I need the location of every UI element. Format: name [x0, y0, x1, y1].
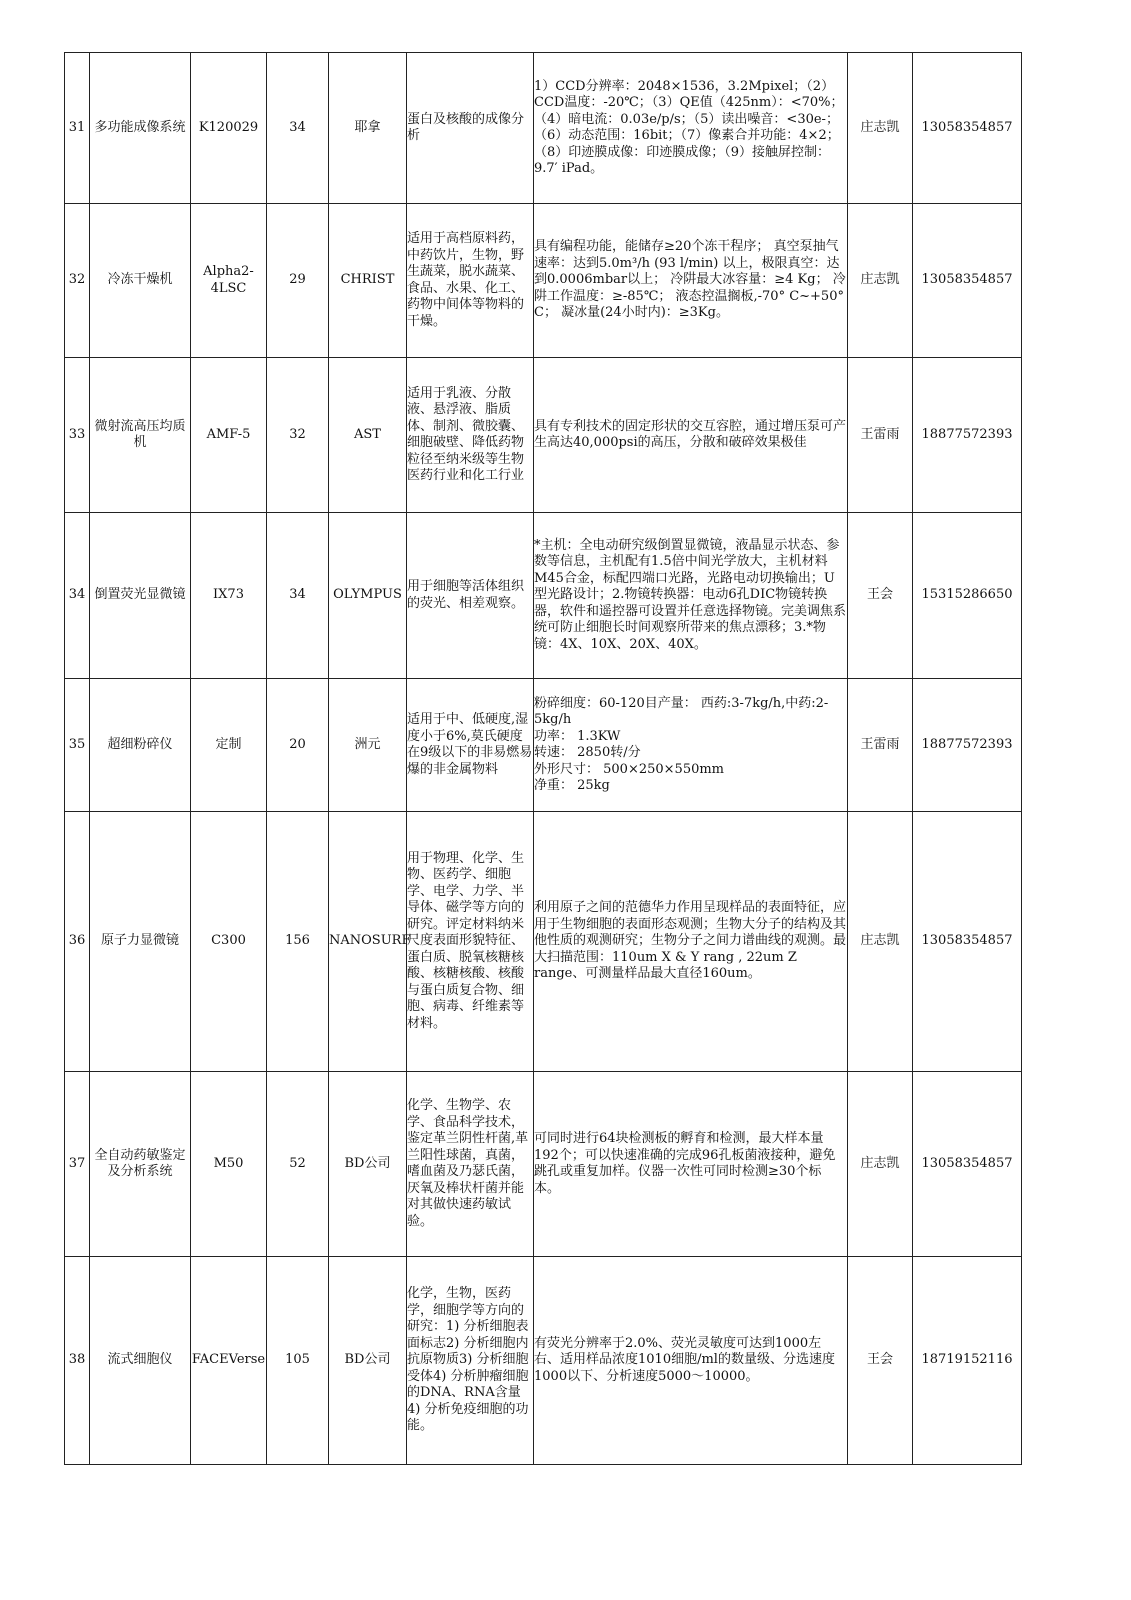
equipment-name: 超细粉碎仪	[90, 679, 191, 812]
table-row	[65, 812, 1022, 1072]
model-number: Alpha2-4LSC	[191, 204, 267, 358]
model-number: M50	[191, 1072, 267, 1257]
brand: CHRIST	[329, 204, 407, 358]
row-number: 32	[65, 204, 90, 358]
row-number: 34	[65, 513, 90, 679]
table-body	[65, 53, 1022, 1465]
contact-person: 庄志凯	[848, 1072, 913, 1257]
brand: AST	[329, 358, 407, 513]
quantity: 105	[267, 1257, 329, 1465]
contact-person: 王雷雨	[848, 358, 913, 513]
quantity: 52	[267, 1072, 329, 1257]
equipment-table	[64, 52, 1022, 1465]
contact-phone: 18877572393	[913, 679, 1022, 812]
usage-description: 用于细胞等活体组织的荧光、相差观察。	[407, 513, 534, 679]
contact-phone: 18877572393	[913, 358, 1022, 513]
usage-description: 适用于乳液、分散液、悬浮液、脂质体、制剂、微胶囊、细胞破壁、降低药物粒径至纳米级等生物医药行业和化工行业	[407, 358, 534, 513]
quantity: 32	[267, 358, 329, 513]
equipment-name: 流式细胞仪	[90, 1257, 191, 1465]
model-number: 定制	[191, 679, 267, 812]
row-number: 35	[65, 679, 90, 812]
contact-person: 王雷雨	[848, 679, 913, 812]
contact-person: 庄志凯	[848, 53, 913, 204]
technical-spec: 具有专利技术的固定形状的交互容腔，通过增压泵可产生高达40,000psi的高压，分散和破碎效果极佳	[534, 358, 848, 513]
quantity: 156	[267, 812, 329, 1072]
usage-description: 用于物理、化学、生物、医药学、细胞学、电学、力学、半导体、磁学等方向的研究。评定材料纳米尺度表面形貌特征、蛋白质、脱氧核糖核酸、核糖核酸、核酸与蛋白质复合物、细胞、病毒、纤维素等材料。	[407, 812, 534, 1072]
row-number: 37	[65, 1072, 90, 1257]
table-row	[65, 204, 1022, 358]
table-row	[65, 1257, 1022, 1465]
model-number: AMF-5	[191, 358, 267, 513]
table-row	[65, 513, 1022, 679]
model-number: FACEVerse	[191, 1257, 267, 1465]
contact-phone: 18719152116	[913, 1257, 1022, 1465]
quantity: 29	[267, 204, 329, 358]
brand: BD公司	[329, 1072, 407, 1257]
contact-person: 王会	[848, 1257, 913, 1465]
usage-description: 蛋白及核酸的成像分析	[407, 53, 534, 204]
usage-description: 化学、生物学、农学、食品科学技术，鉴定革兰阴性杆菌,革兰阳性球菌，真菌，嗜血菌及乃瑟氏菌，厌氧及棒状杆菌并能对其做快速药敏试验。	[407, 1072, 534, 1257]
table-row	[65, 358, 1022, 513]
contact-phone: 13058354857	[913, 53, 1022, 204]
model-number: K120029	[191, 53, 267, 204]
quantity: 20	[267, 679, 329, 812]
model-number: IX73	[191, 513, 267, 679]
usage-description: 化学，生物，医药学，细胞学等方向的研究：1) 分析细胞表面标志2) 分析细胞内抗原物质3) 分析细胞受体4) 分析肿瘤细胞的DNA、RNA含量4) 分析免疫细胞的功能。	[407, 1257, 534, 1465]
technical-spec: 利用原子之间的范德华力作用呈现样品的表面特征，应用于生物细胞的表面形态观测；生物大分子的结构及其他性质的观测研究；生物分子之间力谱曲线的观测。最大扫描范围：110um X & Y rang , 22um Z range、可测量样品最大直径160um。	[534, 812, 848, 1072]
equipment-name: 冷冻干燥机	[90, 204, 191, 358]
quantity: 34	[267, 513, 329, 679]
contact-person: 王会	[848, 513, 913, 679]
contact-phone: 13058354857	[913, 204, 1022, 358]
technical-spec: 1）CCD分辨率：2048×1536，3.2Mpixel；（2）CCD温度：-20℃；（3）QE值（425nm）：<70%；（4）暗电流：0.03e/p/s；（5）读出噪音：<30e-；（6）动态范围：16bit；（7）像素合并功能：4×2；（8）印迹膜成像：印迹膜成像；（9）接触屏控制：9.7′ iPad。	[534, 53, 848, 204]
equipment-name: 倒置荧光显微镜	[90, 513, 191, 679]
brand: BD公司	[329, 1257, 407, 1465]
table-row	[65, 679, 1022, 812]
quantity: 34	[267, 53, 329, 204]
table-row	[65, 53, 1022, 204]
contact-phone: 13058354857	[913, 812, 1022, 1072]
technical-spec: 可同时进行64块检测板的孵育和检测，最大样本量192个；可以快速准确的完成96孔板菌液接种，避免跳孔或重复加样。仪器一次性可同时检测≥30个标本。	[534, 1072, 848, 1257]
contact-person: 庄志凯	[848, 812, 913, 1072]
brand: 洲元	[329, 679, 407, 812]
brand: 耶拿	[329, 53, 407, 204]
row-number: 38	[65, 1257, 90, 1465]
row-number: 36	[65, 812, 90, 1072]
technical-spec: 有荧光分辨率于2.0%、荧光灵敏度可达到1000左右、适用样品浓度1010细胞/ml的数量级、分选速度1000以下、分析速度5000～10000。	[534, 1257, 848, 1465]
equipment-name: 原子力显微镜	[90, 812, 191, 1072]
brand: NANOSURF	[329, 812, 407, 1072]
brand: OLYMPUS	[329, 513, 407, 679]
contact-person: 庄志凯	[848, 204, 913, 358]
technical-spec: 粉碎细度：60-120目产量： 西药:3-7kg/h,中药:2-5kg/h 功率： 1.3KW 转速： 2850转/分 外形尺寸： 500×250×550mm 净重： 25kg	[534, 679, 848, 812]
row-number: 31	[65, 53, 90, 204]
contact-phone: 13058354857	[913, 1072, 1022, 1257]
equipment-name: 多功能成像系统	[90, 53, 191, 204]
row-number: 33	[65, 358, 90, 513]
equipment-name: 微射流高压均质机	[90, 358, 191, 513]
equipment-name: 全自动药敏鉴定及分析系统	[90, 1072, 191, 1257]
usage-description: 适用于高档原料药，中药饮片，生物，野生蔬菜，脱水蔬菜、食品、水果、化工、药物中间体等物料的干燥。	[407, 204, 534, 358]
contact-phone: 15315286650	[913, 513, 1022, 679]
usage-description: 适用于中、低硬度,湿度小于6%,莫氏硬度在9级以下的非易燃易爆的非金属物料	[407, 679, 534, 812]
technical-spec: 具有编程功能，能储存≥20个冻干程序； 真空泵抽气速率：达到5.0m³/h (93 l/min) 以上，极限真空：达到0.0006mbar以上； 冷阱最大冰容量：≥4 Kg； 冷阱工作温度：≥-85℃； 液态控温搁板,-70° C~+50° C； 凝冰量(24小时内)：≥3Kg。	[534, 204, 848, 358]
table-row	[65, 1072, 1022, 1257]
technical-spec: *主机：全电动研究级倒置显微镜，液晶显示状态、参数等信息，主机配有1.5倍中间光学放大，主机材料M45合金，标配四端口光路，光路电动切换输出；U型光路设计；2.物镜转换器：电动6孔DIC物镜转换器，软件和遥控器可设置并任意选择物镜。完美调焦系统可防止细胞长时间观察所带来的焦点漂移；3.*物镜：4X、10X、20X、40X。	[534, 513, 848, 679]
model-number: C300	[191, 812, 267, 1072]
